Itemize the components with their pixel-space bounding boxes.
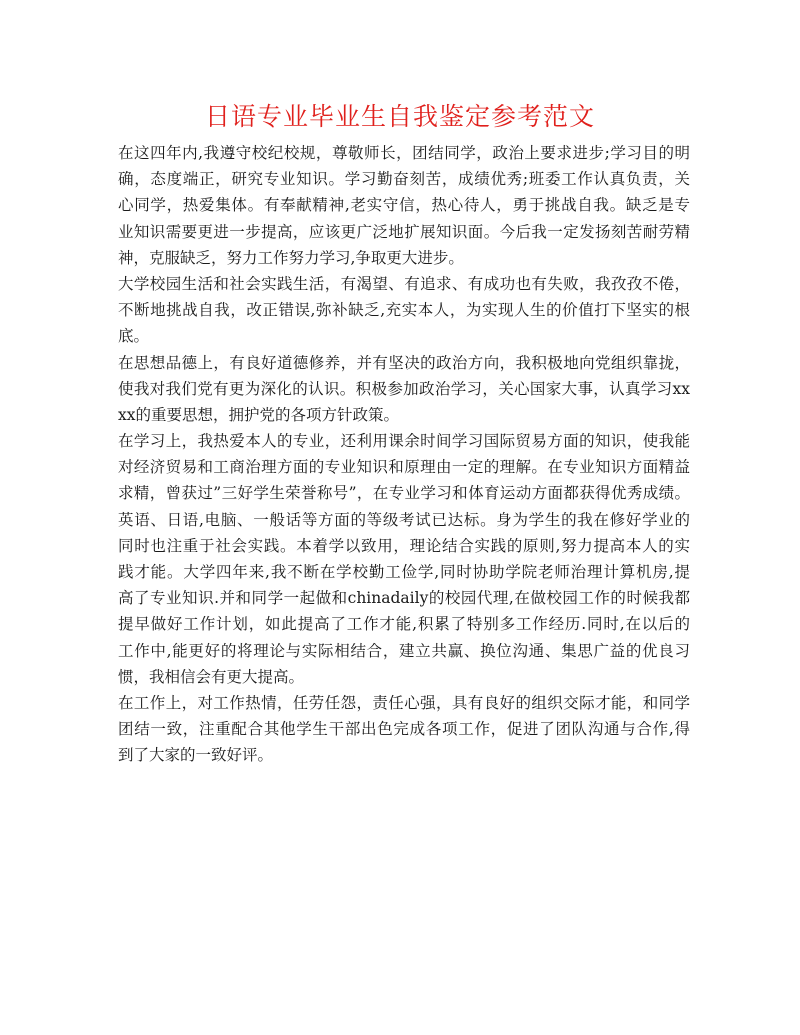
paragraph-line: 神，克服缺乏，努力工作努力学习,争取更大进步。 [118, 248, 464, 267]
paragraph-line: 同时也注重于社会实践。本着学以致用，理论结合实践的原则,努力提高本人的实 [118, 536, 690, 555]
paragraph-line: 对经济贸易和工商治理方面的专业知识和原理由一定的理解。在专业知识方面精益 [118, 458, 690, 477]
paragraph-line: 践才能。大学四年来,我不断在学校勤工俭学,同时协助学院老师治理计算机房,提 [118, 563, 690, 581]
paragraph [118, 271, 690, 350]
paragraph-line: 英语、日语,电脑、一般话等方面的等级考试已达标。身为学生的我在修好学业的 [118, 510, 690, 529]
paragraph-line: 在思想品德上，有良好道德修养，并有坚决的政治方向，我积极地向党组织靠拢， [118, 353, 690, 372]
paragraph-line: 使我对我们党有更为深化的认识。积极参加政治学习，关心国家大事，认真学习xx [118, 379, 690, 398]
document-body [118, 140, 690, 769]
paragraph-line: 求精，曾获过”三好学生荣誉称号”，在专业学习和体育运动方面都获得优秀成绩。 [118, 484, 690, 503]
paragraph-line: 到了大家的一致好评。 [118, 746, 274, 765]
paragraph-line: 团结一致，注重配合其他学生干部出色完成各项工作，促进了团队沟通与合作,得 [118, 720, 690, 739]
paragraph-line: 提早做好工作计划，如此提高了工作才能,积累了特别多工作经历.同时,在以后的 [118, 615, 690, 634]
paragraph-line: 业知识需要更进一步提高，应该更广泛地扩展知识面。今后我一定发扬刻苦耐劳精 [118, 222, 690, 241]
document-title: 日语专业毕业生自我鉴定参考范文 [204, 102, 595, 131]
paragraph-line: 惯，我相信会有更大提高。 [118, 667, 305, 686]
paragraph [118, 140, 690, 271]
paragraph-line: 心同学，热爱集体。有奉献精神,老实守信，热心待人，勇于挑战自我。缺乏是专 [118, 196, 690, 215]
paragraph [118, 350, 690, 429]
paragraph-line: 工作中,能更好的将理论与实际相结合，建立共赢、换位沟通、集思广益的优良习 [118, 641, 690, 660]
paragraph-line: 底。 [118, 327, 150, 346]
paragraph-line: 高了专业知识.并和同学一起做和chinadaily的校园代理,在做校园工作的时候我都 [118, 589, 690, 608]
paragraph-line: 在工作上，对工作热情，任劳任怨，责任心强，具有良好的组织交际才能，和同学 [118, 693, 690, 712]
paragraph-line: 不断地挑战自我，改正错误,弥补缺乏,充实本人，为实现人生的价值打下坚实的根 [118, 301, 690, 320]
paragraph [118, 690, 690, 769]
paragraph-line: 大学校园生活和社会实践生活，有渴望、有追求、有成功也有失败，我孜孜不倦， [118, 274, 690, 293]
paragraph-line: 在这四年内,我遵守校纪校规，尊敬师长，团结同学，政治上要求进步;学习目的明 [118, 144, 690, 162]
paragraph [118, 428, 690, 690]
paragraph-line: 在学习上，我热爱本人的专业，还利用课余时间学习国际贸易方面的知识，使我能 [118, 432, 690, 451]
paragraph-line: 确，态度端正，研究专业知识。学习勤奋刻苦，成绩优秀;班委工作认真负责，关 [118, 170, 690, 189]
paragraph-line: xx的重要思想，拥护党的各项方针政策。 [118, 405, 399, 424]
